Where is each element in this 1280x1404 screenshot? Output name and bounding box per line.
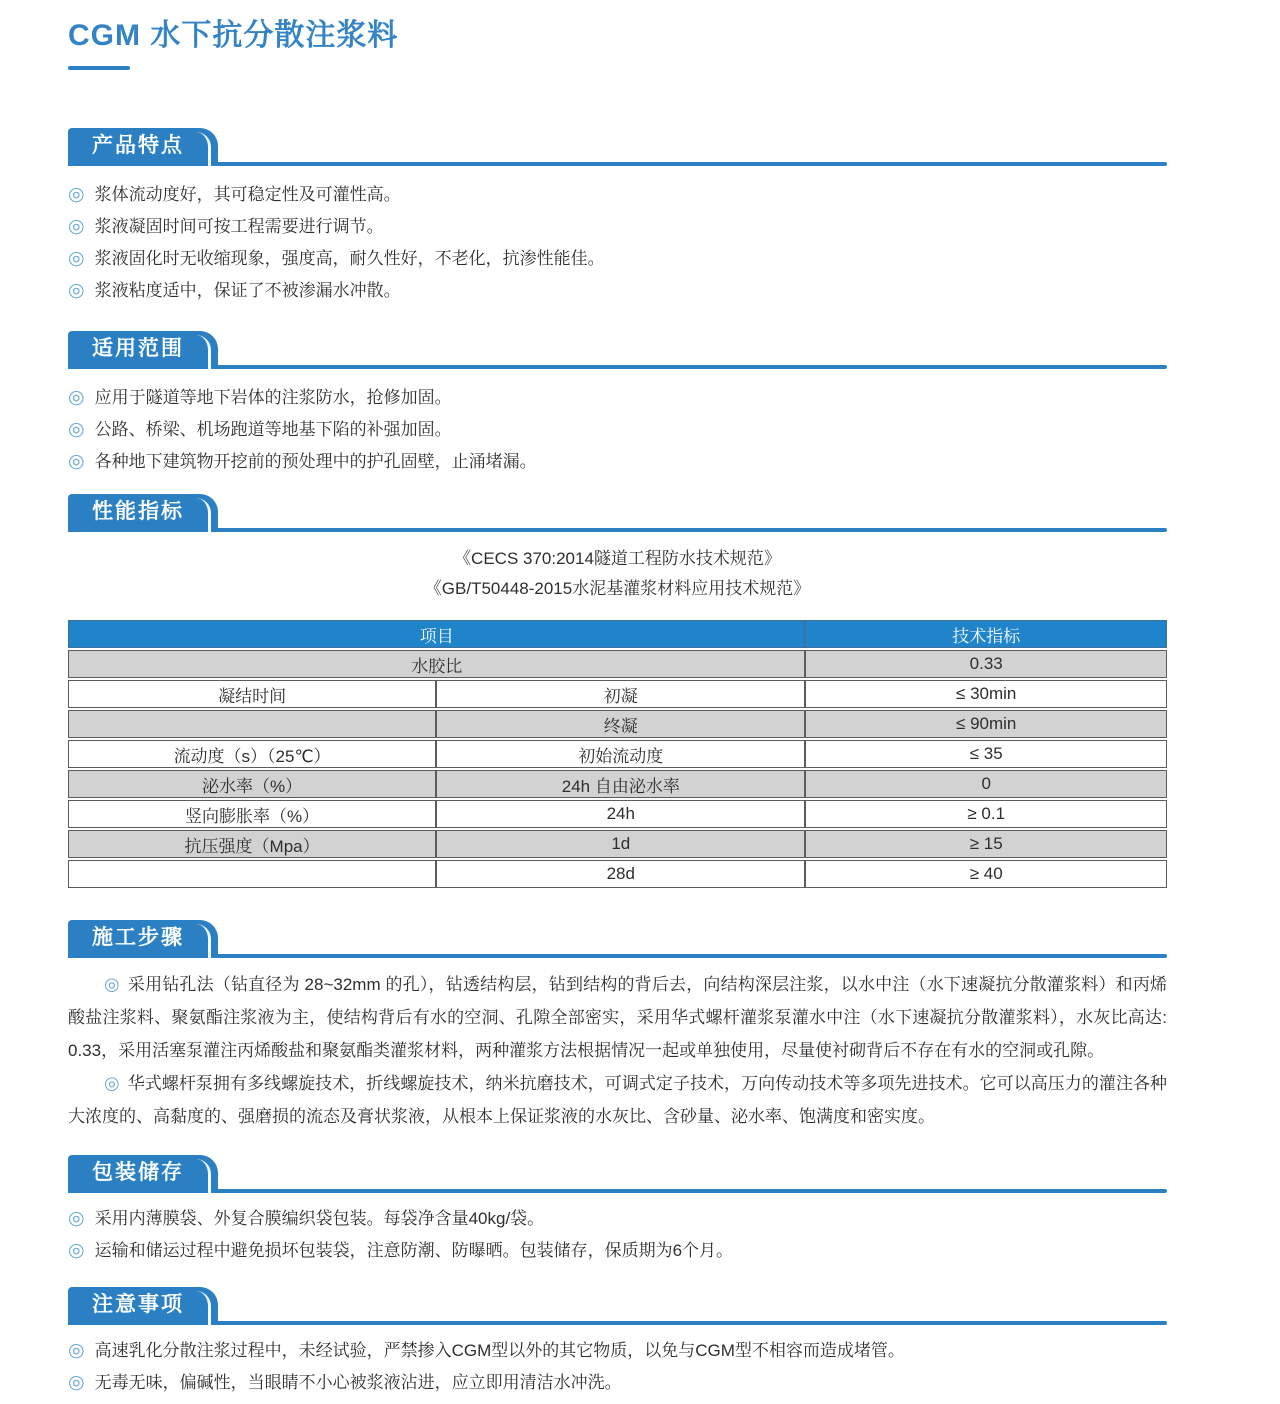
table-cell: 凝结时间 [68, 680, 436, 708]
title-underline [68, 66, 130, 70]
section-tab [68, 1155, 218, 1193]
table-cell: 初始流动度 [436, 740, 805, 768]
section-title: 包装储存 [92, 1161, 184, 1184]
table-row [68, 830, 1167, 858]
section-rule [68, 1189, 1167, 1193]
list-item-text: 应用于隧道等地下岩体的注浆防水，抢修加固。 [94, 388, 452, 407]
table-cell [68, 710, 436, 738]
list-item-text: 采用内薄膜袋、外复合膜编织袋包装。每袋净含量40kg/袋。 [94, 1209, 545, 1228]
bullseye-bullet-icon: ◎ [68, 1240, 85, 1261]
section-rule [68, 954, 1167, 958]
list-item [68, 243, 1167, 275]
table-cell: 水胶比 [68, 650, 805, 678]
table-cell [68, 860, 436, 888]
section-title: 性能指标 [92, 500, 184, 523]
bullseye-bullet-icon: ◎ [104, 1073, 120, 1093]
section-packaging [68, 1155, 1167, 1267]
table-header-item: 项目 [68, 620, 805, 648]
list-item [68, 1235, 1167, 1267]
table-row [68, 680, 1167, 708]
list-item [68, 1203, 1167, 1235]
list-item-text: 高速乳化分散注浆过程中，未经试验，严禁掺入CGM型以外的其它物质，以免与CGM型不相容而造成堵管。 [94, 1341, 905, 1360]
table-cell: 泌水率（%） [68, 770, 436, 798]
list-item [68, 1367, 1167, 1399]
bullseye-bullet-icon: ◎ [68, 216, 85, 237]
table-cell: ≥ 0.1 [805, 800, 1167, 828]
table-cell: 28d [436, 860, 805, 888]
notes-list [68, 1335, 1167, 1399]
bullseye-bullet-icon: ◎ [68, 184, 85, 205]
table-cell: 竖向膨胀率（%） [68, 800, 436, 828]
section-rule [68, 365, 1167, 369]
table-cell: ≥ 40 [805, 860, 1167, 888]
section-title: 适用范围 [92, 337, 184, 360]
standard-reference: 《GB/T50448-2015水泥基灌浆材料应用技术规范》 [424, 579, 811, 598]
section-title: 注意事项 [92, 1293, 184, 1316]
bullseye-bullet-icon: ◎ [68, 451, 85, 472]
list-item-text: 运输和储运过程中避免损坏包装袋，注意防潮、防曝晒。包装储存，保质期为6个月。 [94, 1241, 734, 1260]
performance-table [68, 618, 1167, 890]
table-cell: 抗压强度（Mpa） [68, 830, 436, 858]
section-header [68, 1155, 1167, 1193]
table-cell: 流动度（s）（25℃） [68, 740, 436, 768]
table-row [68, 770, 1167, 798]
table-row [68, 800, 1167, 828]
table-cell: 0 [805, 770, 1167, 798]
table-row [68, 710, 1167, 738]
bullseye-bullet-icon: ◎ [68, 248, 85, 269]
list-item [68, 1335, 1167, 1367]
list-item-text: 浆液凝固时间可按工程需要进行调节。 [94, 217, 384, 236]
section-rule [68, 162, 1167, 166]
standard-reference: 《CECS 370:2014隧道工程防水技术规范》 [454, 549, 781, 568]
section-notes [68, 1287, 1167, 1399]
table-header-row [68, 620, 1167, 648]
list-item [68, 179, 1167, 211]
table-cell: 1d [436, 830, 805, 858]
section-header [68, 331, 1167, 369]
section-rule [68, 1321, 1167, 1325]
feature-list [68, 179, 1167, 307]
section-title: 产品特点 [92, 134, 184, 157]
page-title: CGM 水下抗分散注浆料 [68, 19, 399, 52]
list-item [68, 382, 1167, 414]
section-tab [68, 920, 218, 958]
section-title: 施工步骤 [92, 926, 184, 949]
scope-list [68, 382, 1167, 478]
bullseye-bullet-icon: ◎ [68, 280, 85, 301]
list-item-text: 各种地下建筑物开挖前的预处理中的护孔固壁，止涌堵漏。 [94, 452, 537, 471]
bullseye-bullet-icon: ◎ [68, 387, 85, 408]
paragraph [68, 1067, 1167, 1133]
table-cell: 24h [436, 800, 805, 828]
table-cell: ≤ 90min [805, 710, 1167, 738]
section-header [68, 128, 1167, 166]
bullseye-bullet-icon: ◎ [104, 974, 120, 994]
section-header [68, 1287, 1167, 1325]
list-item [68, 414, 1167, 446]
table-cell: ≥ 15 [805, 830, 1167, 858]
table-row [68, 860, 1167, 888]
table-cell: 24h 自由泌水率 [436, 770, 805, 798]
standards [68, 544, 1167, 604]
section-tab [68, 331, 218, 369]
section-tab [68, 494, 218, 532]
list-item-text: 浆液固化时无收缩现象，强度高，耐久性好，不老化，抗渗性能佳。 [94, 249, 605, 268]
section-construction [68, 920, 1167, 1133]
bullseye-bullet-icon: ◎ [68, 419, 85, 440]
section-header [68, 494, 1167, 532]
paragraph [68, 968, 1167, 1067]
section-scope [68, 331, 1167, 478]
section-tab [68, 1287, 218, 1325]
list-item-text: 公路、桥梁、机场跑道等地基下陷的补强加固。 [94, 420, 452, 439]
table-row [68, 650, 1167, 678]
table-row [68, 740, 1167, 768]
table-cell: ≤ 35 [805, 740, 1167, 768]
bullseye-bullet-icon: ◎ [68, 1208, 85, 1229]
construction-paragraphs [68, 968, 1167, 1133]
list-item-text: 无毒无味，偏碱性，当眼睛不小心被浆液沾进，应立即用清洁水冲洗。 [94, 1373, 622, 1392]
paragraph-text: 采用钻孔法（钻直径为 28~32mm 的孔），钻透结构层，钻到结构的背后去，向结构深层注浆，以水中注（水下速凝抗分散灌浆料）和丙烯酸盐注浆料、聚氨酯注浆液为主，使结构背后有水的空洞、孔隙全部密实，采用华式螺杆灌浆泵灌水中注（水下速凝抗分散灌浆料），水灰比高达: 0.33，采用活塞泵灌注丙烯酸盐和聚氨酯类灌浆材料，两种灌浆方法根据情况一起或单独使用，尽量使衬砌背后不存在有水的空洞或孔隙。 [68, 975, 1167, 1060]
list-item [68, 211, 1167, 243]
list-item-text: 浆体流动度好，其可稳定性及可灌性高。 [94, 185, 401, 204]
list-item [68, 446, 1167, 478]
section-tab [68, 128, 218, 166]
table-cell: ≤ 30min [805, 680, 1167, 708]
section-header [68, 920, 1167, 958]
list-item [68, 275, 1167, 307]
table-cell: 终凝 [436, 710, 805, 738]
section-performance [68, 494, 1167, 890]
packaging-list [68, 1203, 1167, 1267]
bullseye-bullet-icon: ◎ [68, 1340, 85, 1361]
table-cell: 初凝 [436, 680, 805, 708]
bullseye-bullet-icon: ◎ [68, 1372, 85, 1393]
section-rule [68, 528, 1167, 532]
section-features [68, 128, 1167, 307]
table-cell: 0.33 [805, 650, 1167, 678]
table-header-indicator: 技术指标 [805, 620, 1167, 648]
list-item-text: 浆液粘度适中，保证了不被渗漏水冲散。 [94, 281, 401, 300]
paragraph-text: 华式螺杆泵拥有多线螺旋技术，折线螺旋技术，纳米抗磨技术，可调式定子技术，万向传动技术等多项先进技术。它可以高压力的灌注各种大浓度的、高黏度的、强磨损的流态及膏状浆液，从根本上保证浆液的水灰比、含砂量、泌水率、饱满度和密实度。 [68, 1074, 1167, 1126]
